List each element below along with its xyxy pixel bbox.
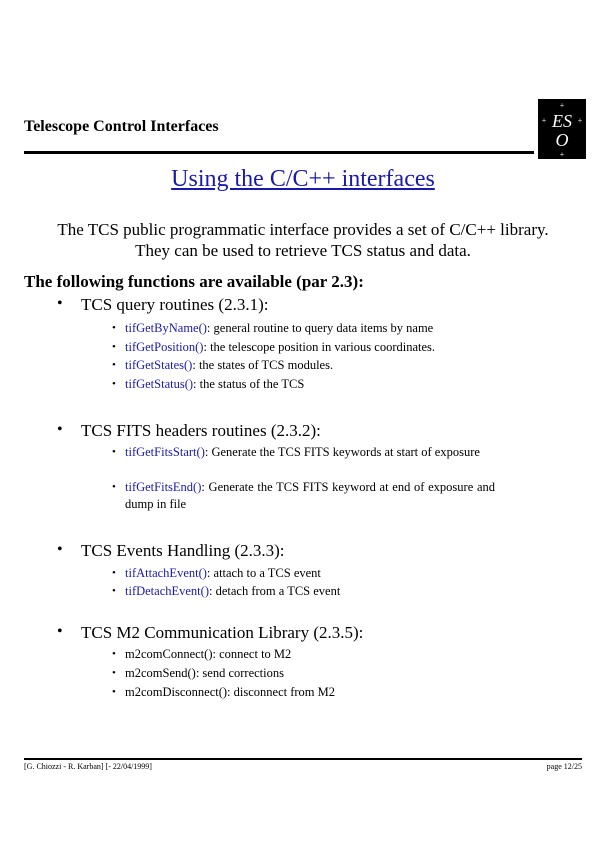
function-description: m2comConnect(): connect to M2 xyxy=(125,647,292,661)
function-name: tifGetStates() xyxy=(125,358,193,372)
intro-paragraph xyxy=(0,219,606,261)
function-description: : the status of the TCS xyxy=(193,377,305,391)
section-bullet: • xyxy=(57,421,63,438)
svg-text:+: + xyxy=(577,116,583,125)
function-name: tifGetPosition() xyxy=(125,340,204,354)
section-title: TCS Events Handling (2.3.3): xyxy=(81,541,285,560)
intro-line: The TCS public programmatic interface provides a set of C/C++ library. xyxy=(57,220,549,239)
svg-text:+: + xyxy=(559,150,565,159)
slide-title: Using the C/C++ interfaces xyxy=(171,166,435,192)
function-name: tifAttachEvent() xyxy=(125,566,207,580)
svg-text:O: O xyxy=(555,130,569,150)
svg-text:+: + xyxy=(559,101,565,110)
item-bullet: • xyxy=(112,322,116,334)
section-bullet: • xyxy=(57,623,63,640)
functions-subheading: The following functions are available (par 2.3): xyxy=(24,272,364,291)
item-bullet: • xyxy=(112,648,116,660)
function-description: m2comDisconnect(): disconnect from M2 xyxy=(125,685,336,699)
function-description: : Generate the TCS FITS keyword at end of exposure and dump in file xyxy=(125,480,495,511)
function-name: tifGetFitsEnd() xyxy=(125,480,202,494)
function-description: : the telescope position in various coordinates. xyxy=(203,340,436,354)
item-bullet: • xyxy=(112,446,116,458)
document-header-title: Telescope Control Interfaces xyxy=(24,118,219,135)
section-bullet: • xyxy=(57,541,63,558)
item-bullet: • xyxy=(112,481,116,493)
svg-text:ES: ES xyxy=(552,111,572,131)
function-description: : general routine to query data items by name xyxy=(206,321,434,335)
section-title: TCS M2 Communication Library (2.3.5): xyxy=(81,623,364,642)
function-name: tifDetachEvent() xyxy=(125,584,209,598)
item-bullet: • xyxy=(112,341,116,353)
item-bullet: • xyxy=(112,686,116,698)
eso-logo xyxy=(538,99,586,159)
item-bullet: • xyxy=(112,378,116,390)
function-description: m2comSend(): send corrections xyxy=(125,666,284,680)
function-description: : attach to a TCS event xyxy=(206,566,321,580)
footer-authors-date: [G. Chiozzi - R. Karban] [- 22/04/1999] xyxy=(24,762,152,771)
function-description: : the states of TCS modules. xyxy=(192,358,334,372)
intro-line: They can be used to retrieve TCS status and data. xyxy=(135,241,471,260)
item-bullet: • xyxy=(112,667,116,679)
function-name: tifGetStatus() xyxy=(125,377,194,391)
section-title: TCS FITS headers routines (2.3.2): xyxy=(81,421,321,440)
footer-rule xyxy=(24,758,582,760)
function-name: tifGetByName() xyxy=(125,321,207,335)
svg-text:+: + xyxy=(541,116,547,125)
item-bullet: • xyxy=(112,585,116,597)
header-rule xyxy=(24,151,534,154)
item-bullet: • xyxy=(112,567,116,579)
function-name: tifGetFitsStart() xyxy=(125,445,205,459)
page-number: page 12/25 xyxy=(546,762,582,771)
function-description: : detach from a TCS event xyxy=(208,584,341,598)
section-bullet: • xyxy=(57,295,63,312)
section-title: TCS query routines (2.3.1): xyxy=(81,295,269,314)
item-bullet: • xyxy=(112,359,116,371)
function-description: : Generate the TCS FITS keywords at start of exposure xyxy=(204,445,480,459)
